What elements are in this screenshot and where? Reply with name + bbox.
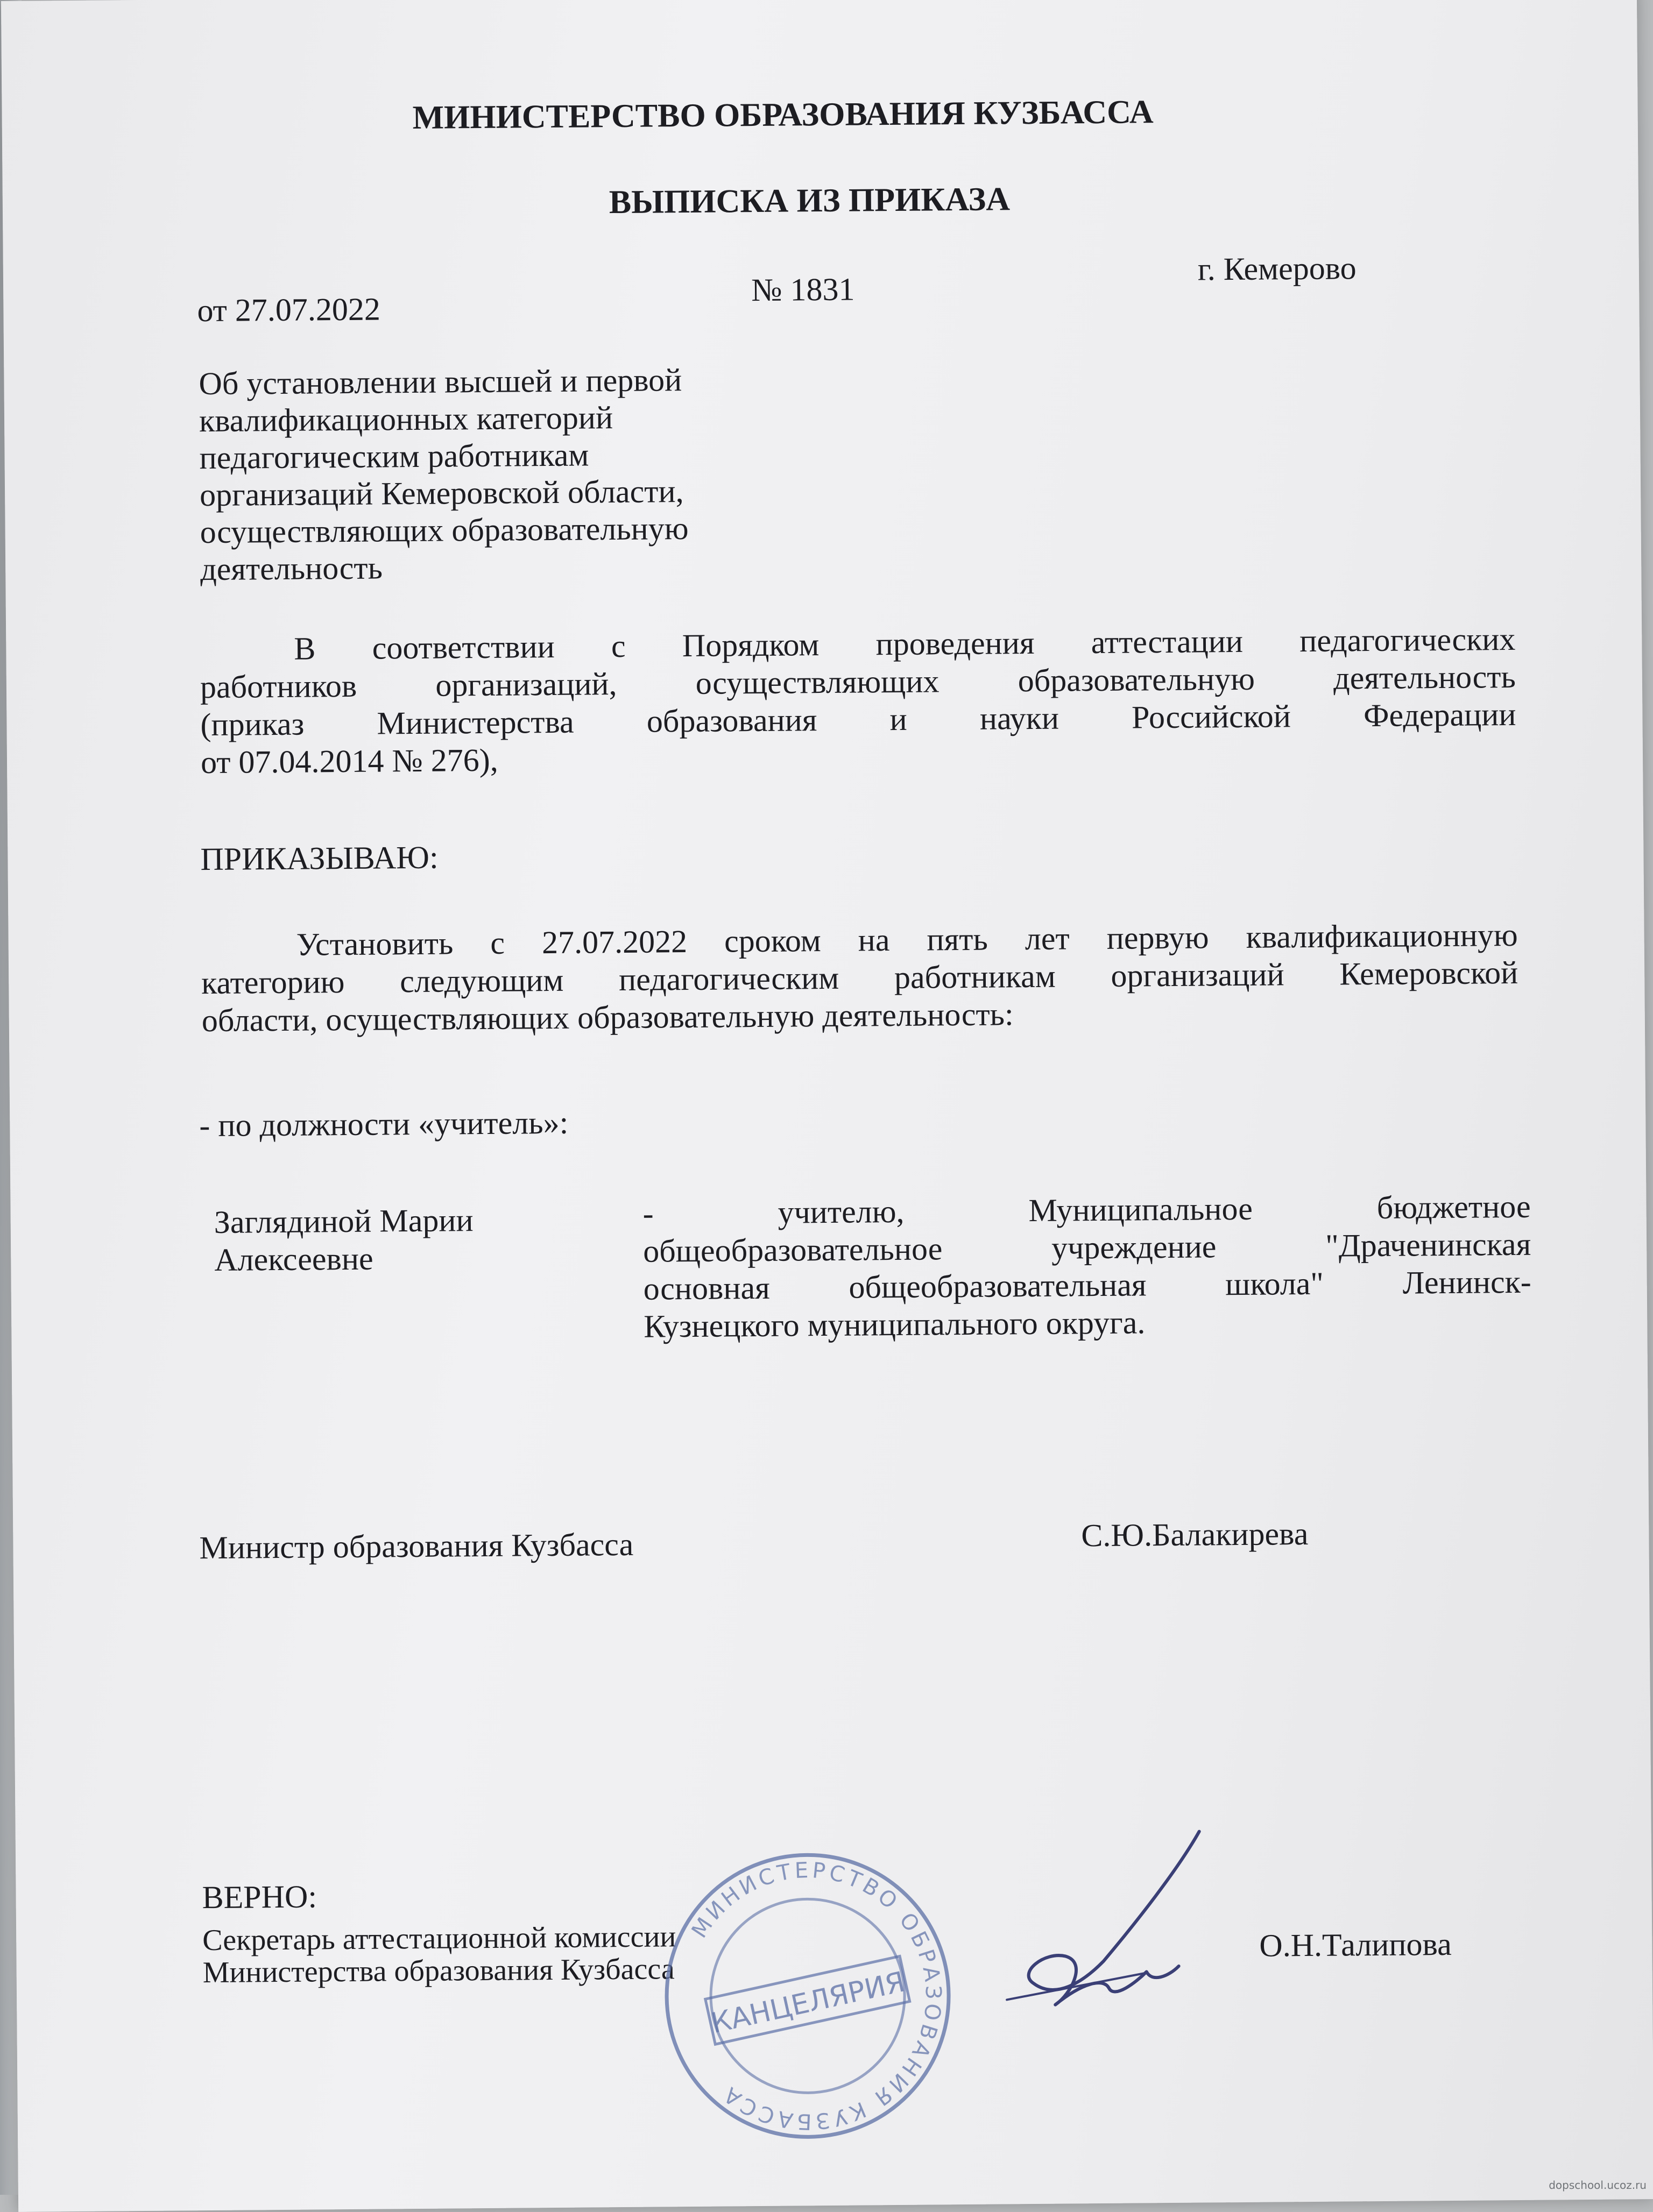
subject-line: осуществляющих образовательную	[200, 510, 689, 550]
order-text-line: Установить с 27.07.2022 сроком на пять лет первую квалификационную	[296, 917, 1518, 962]
ministry-title: МИНИСТЕРСТВО ОБРАЗОВАНИЯ КУЗБАССА	[412, 94, 1154, 137]
person-desc-line: основная общеобразовательная школа" Ленинск-	[643, 1264, 1531, 1307]
order-number: № 1831	[751, 271, 855, 308]
document-sheet	[1, 0, 1653, 2212]
person-desc-line: общеобразовательное учреждение "Драченинская	[642, 1226, 1531, 1269]
position-line: - по должности «учитель»:	[199, 1104, 569, 1144]
person-desc-line: - учителю, Муниципальное бюджетное	[642, 1188, 1531, 1231]
office-stamp	[656, 1844, 959, 2147]
subject-line: Об установлении высшей и первой	[199, 362, 682, 402]
order-date: от 27.07.2022	[197, 291, 381, 329]
secretary-name: О.Н.Талипова	[1259, 1926, 1452, 1963]
order-word: ПРИКАЗЫВАЮ:	[200, 839, 439, 877]
stamp-ring-text: МИНИСТЕРСТВО ОБРАЗОВАНИЯ КУЗБАССА	[687, 1857, 946, 2134]
subject-line: организаций Кемеровской области,	[199, 473, 684, 513]
preamble-line: В соответствии с Порядком проведения аттестации педагогических	[294, 621, 1516, 667]
verno-label: ВЕРНО:	[202, 1878, 317, 1916]
secretary-line2: Министерства образования Кузбасса	[202, 1952, 675, 1990]
stamp-center-text: КАНЦЕЛЯРИЯ	[708, 1966, 908, 2040]
order-text-line: области, осуществляющих образовательную деятельность:	[201, 996, 1014, 1039]
subject-line: педагогическим работникам	[199, 437, 589, 476]
minister-name: С.Ю.Балакирева	[1081, 1516, 1309, 1554]
order-city: г. Кемерово	[1197, 250, 1357, 287]
preamble-line: работников организаций, осуществляющих образовательную деятельность	[200, 658, 1516, 705]
secretary-line1: Секретарь аттестационной комиссии	[202, 1920, 676, 1958]
subject-line: квалификационных категорий	[199, 400, 613, 439]
order-text-line: категорию следующим педагогическим работникам организаций Кемеровской	[201, 954, 1518, 1001]
minister-title: Министр образования Кузбасса	[199, 1526, 634, 1566]
preamble-line: (приказ Министерства образования и науки Российской Федерации	[200, 696, 1516, 743]
handwritten-signature	[973, 1820, 1255, 2048]
person-name-line1: Заглядиной Марии	[214, 1202, 474, 1240]
document-type-title: ВЫПИСКА ИЗ ПРИКАЗА	[609, 181, 1011, 221]
subject-line: деятельность	[200, 550, 383, 587]
watermark-text: dopschool.ucoz.ru	[1549, 2179, 1647, 2192]
preamble-line: от 07.04.2014 № 276),	[200, 742, 498, 781]
person-desc-line: Кузнецкого муниципального округа.	[644, 1304, 1146, 1344]
person-name-line2: Алексеевне	[214, 1240, 373, 1278]
